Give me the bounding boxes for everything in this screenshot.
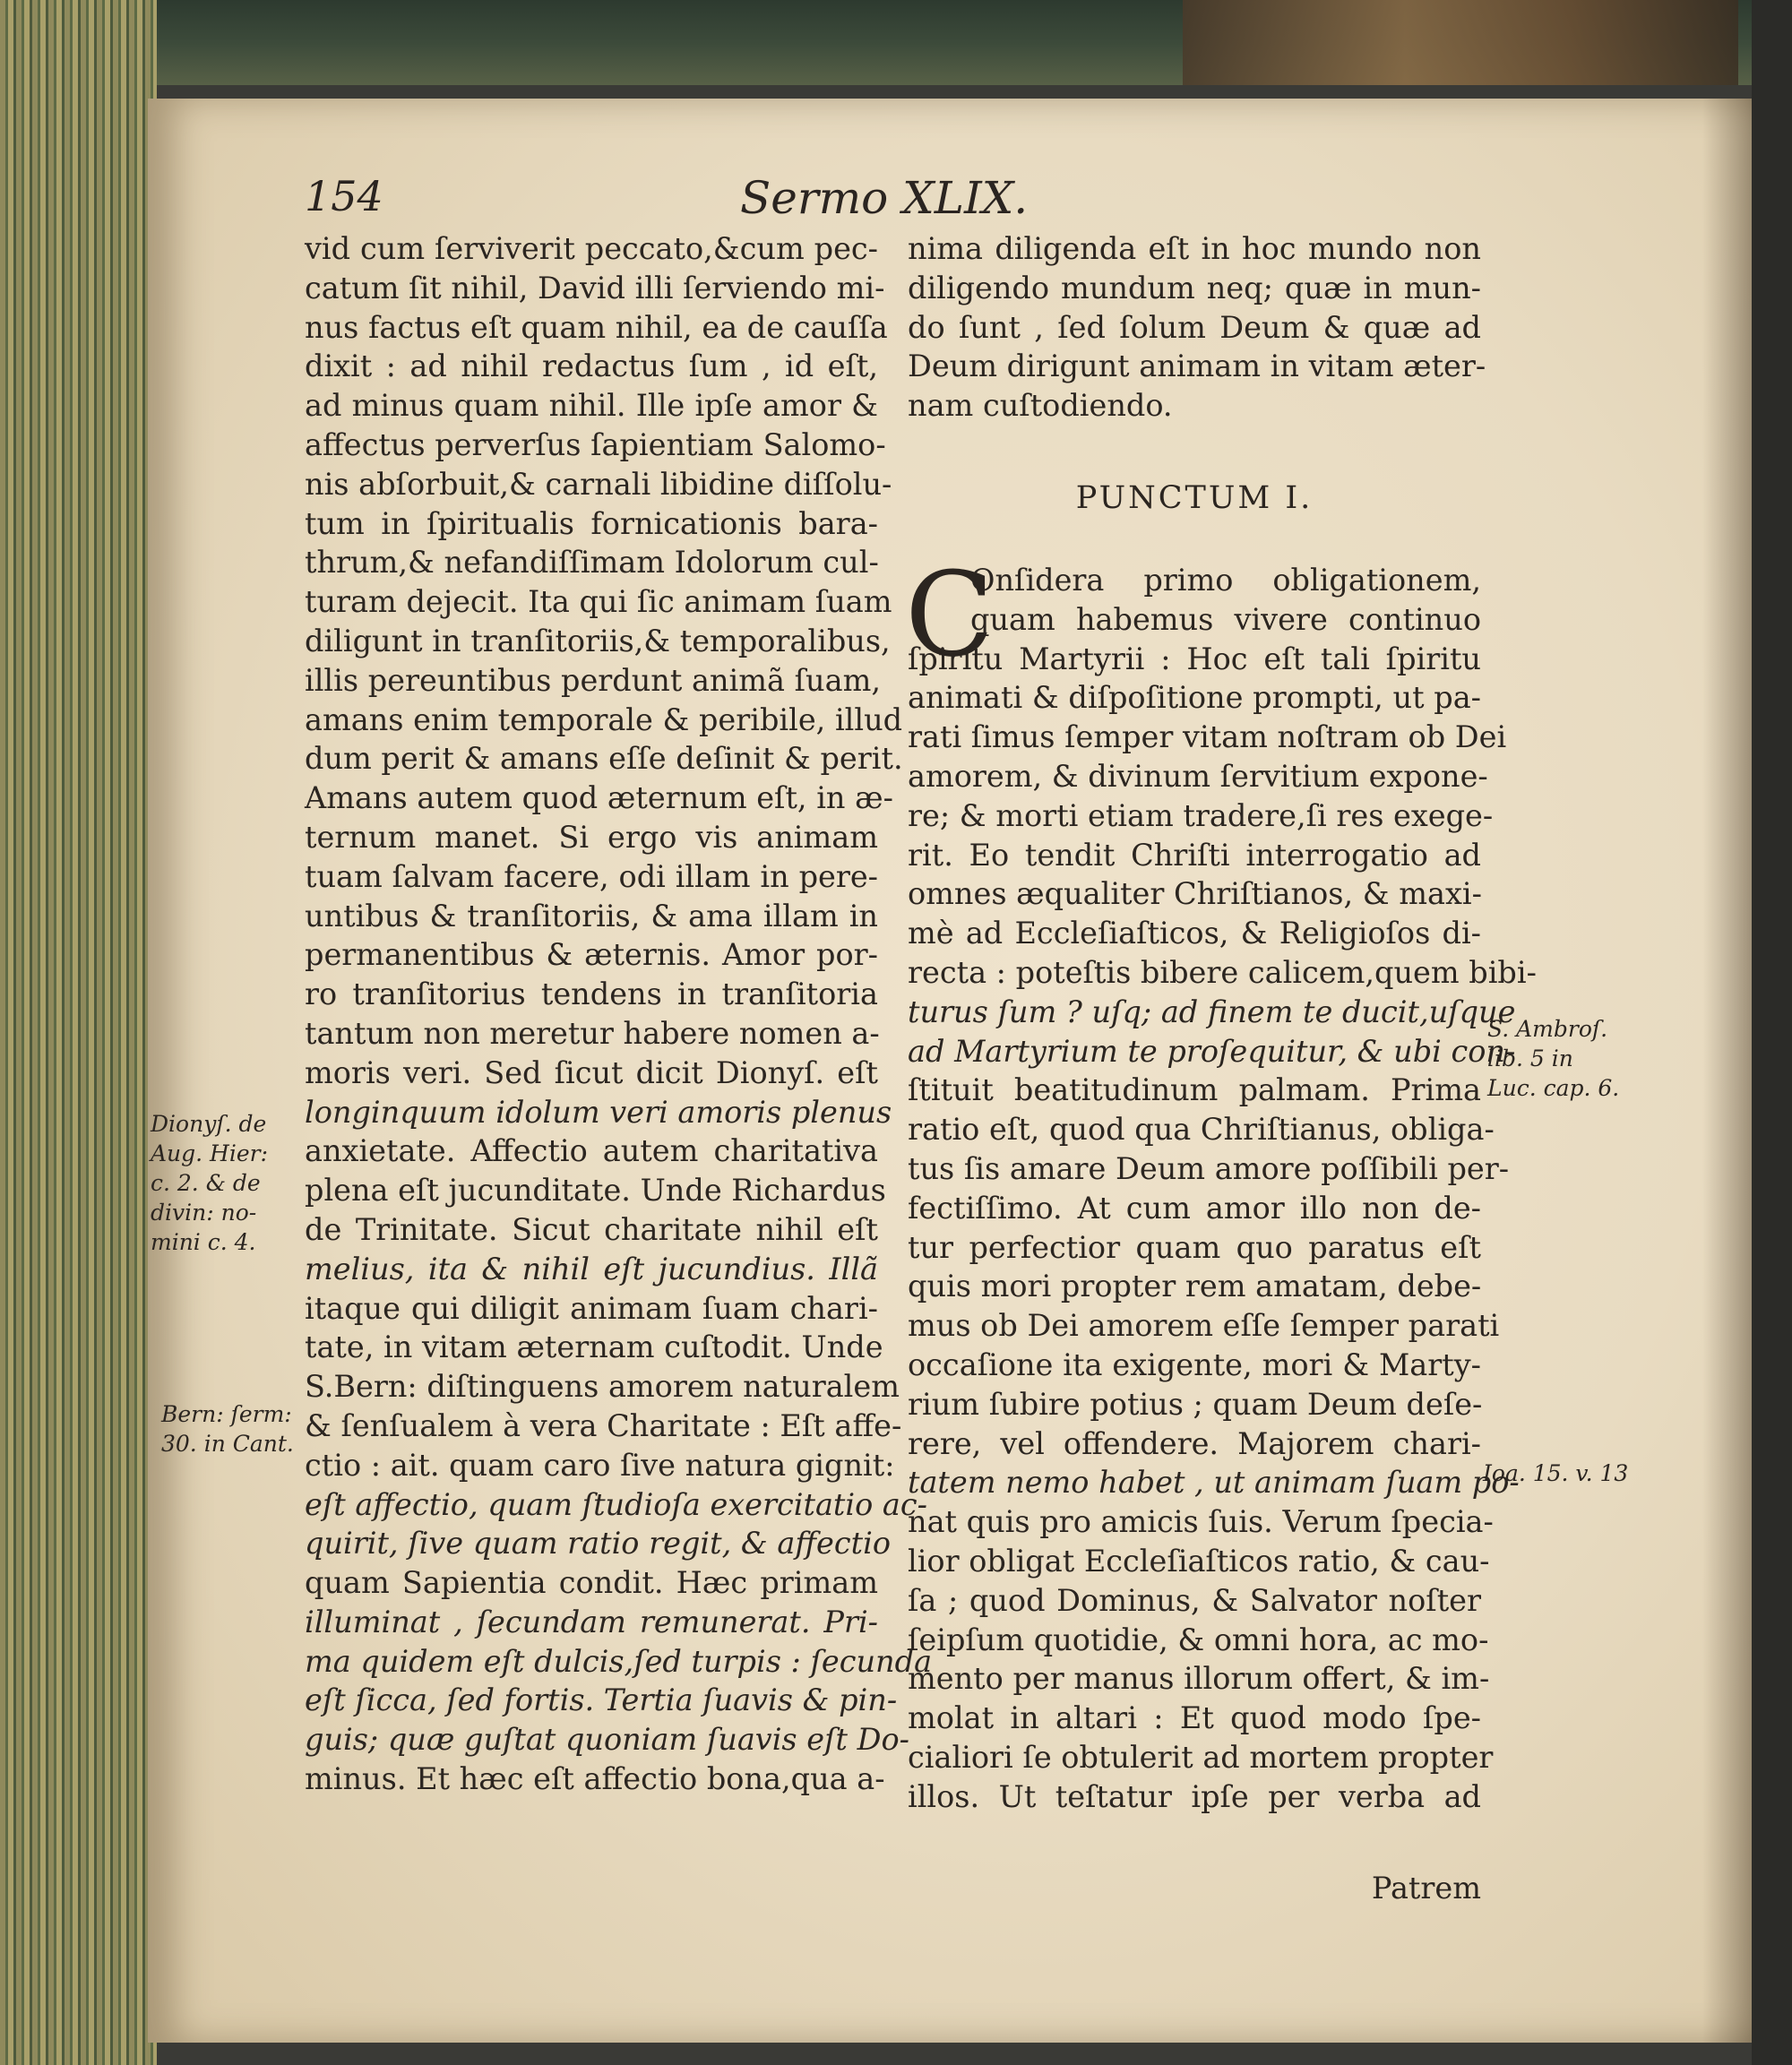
text-line: ratio eſt, quod qua Chriſtianus, obliga- — [908, 1112, 1495, 1148]
text-line: tantum non meretur habere nomen a- — [305, 1015, 880, 1051]
text-line: diligunt in tranſitoriis,& temporalibus, — [305, 623, 891, 658]
text-line: mento per manus illorum offert, & im- — [908, 1661, 1490, 1697]
text-line: anxietate. Affectio autem charitativa — [305, 1133, 878, 1169]
background-right — [1752, 0, 1792, 2065]
text-line: tus ſis amare Deum amore poſſibili per- — [908, 1150, 1510, 1186]
text-line: tum in ſpiritualis fornicationis bara- — [305, 505, 878, 541]
text-line: fectiſſimo. At cum amor illo non de- — [908, 1190, 1481, 1226]
text-line: ctio : ait. quam caro ſive natura gignit: — [305, 1447, 895, 1483]
text-line: tatem nemo habet , ut animam ſuam po- — [908, 1465, 1520, 1501]
margin-note-line: divin: no- — [151, 1200, 257, 1226]
text-line: quam habemus vivere continuo — [970, 601, 1481, 637]
text-line: nam cuſtodiendo. — [908, 388, 1173, 424]
text-line: mus ob Dei amorem eſſe ſemper parati — [908, 1308, 1500, 1344]
text-line: nat quis pro amicis ſuis. Verum ſpecia- — [908, 1504, 1494, 1540]
text-line: Onſidera primo obligationem, — [970, 563, 1481, 598]
text-line: minus. Et hæc eſt affectio bona,qua a- — [305, 1761, 885, 1797]
page-edges — [0, 0, 157, 2065]
text-line: illos. Ut teſtatur ipſe per verba ad — [908, 1778, 1481, 1814]
text-line: affectus perverſus ſapientiam Salomo- — [305, 426, 886, 462]
text-line: & ſenſualem à vera Charitate : Eſt affe- — [305, 1407, 902, 1443]
text-line: quis mori propter rem amatam, debe- — [908, 1269, 1482, 1304]
left-column-text — [305, 229, 933, 1799]
text-line: tur perfectior quam quo paratus eſt — [908, 1229, 1481, 1265]
text-line: moris veri. Sed ſicut dicit Dionyſ. eſt — [305, 1054, 878, 1090]
text-line: ſa ; quod Dominus, & Salvator noſter — [908, 1582, 1481, 1618]
text-line: rere, vel offendere. Majorem chari- — [908, 1425, 1481, 1461]
text-line: ſtituit beatitudinum palmam. Prima — [908, 1072, 1481, 1108]
text-line: rati ſimus ſemper vitam noſtram ob Dei — [908, 719, 1507, 755]
text-line: nima diligenda eſt in hoc mundo non — [908, 231, 1481, 266]
text-line: guis; quæ guſtat quoniam ſuavis eſt Do- — [305, 1722, 909, 1758]
text-line: dum perit & amans eſſe deſinit & perit. — [305, 741, 903, 777]
page-number: 154 — [305, 172, 383, 220]
text-line: eſt affectio, quam ſtudioſa exercitatio ac- — [305, 1486, 927, 1522]
text-line: do ſunt , ſed ſolum Deum & quæ ad — [908, 309, 1481, 345]
margin-note-line: Bern: ſerm: — [161, 1401, 292, 1427]
margin-note-line: Ioa. 15. v. 13 — [1483, 1460, 1629, 1486]
text-line: quam Sapientia condit. Hæc primam — [305, 1565, 878, 1601]
text-line: itaque qui diligit animam ſuam chari- — [305, 1290, 878, 1326]
text-line: untibus & tranſitoriis, & ama illam in — [305, 898, 878, 934]
text-line: quirit, ſive quam ratio regit, & affectio — [305, 1526, 891, 1562]
text-line: occaſione ita exigente, mori & Marty- — [908, 1347, 1481, 1382]
text-line: mè ad Eccleſiaſticos, & Religioſos di- — [908, 916, 1481, 951]
section-heading: PUNCTUM I. — [1075, 480, 1314, 516]
text-line: illuminat , ſecundam remunerat. Pri- — [305, 1604, 878, 1639]
text-line: thrum,& nefandiſſimam Idolorum cul- — [305, 545, 879, 581]
margin-note-dionysius — [151, 1109, 268, 1257]
text-line: turus ſum ? uſq; ad finem te ducit,uſque — [908, 994, 1516, 1029]
text-line: rit. Eo tendit Chriſti interrogatio ad — [908, 837, 1481, 873]
text-line: cialiori ſe obtulerit ad mortem propter — [908, 1739, 1494, 1775]
text-line: nis abſorbuit,& carnali libidine diſſolu- — [305, 466, 892, 502]
text-line: ſpiritu Martyrii : Hoc eſt tali ſpiritu — [908, 641, 1481, 676]
text-line: ad minus quam nihil. Ille ipſe amor & — [305, 388, 878, 424]
text-line: diligendo mundum neq; quæ in mun- — [908, 270, 1481, 305]
text-line: amans enim temporale & peribile, illud — [305, 701, 903, 737]
margin-note-line: lib. 5 in — [1487, 1045, 1573, 1071]
text-line: longinquum idolum veri amoris plenus — [305, 1094, 892, 1130]
text-line: catum ſit nihil, David illi ſerviendo mi- — [305, 270, 885, 305]
text-line: S.Bern: diſtinguens amorem naturalem — [305, 1369, 900, 1405]
margin-note-john — [1483, 1458, 1628, 1488]
text-line: amorem, & divinum ſervitium expone- — [908, 758, 1488, 794]
catchword: Patrem — [1371, 1871, 1481, 1906]
leather-binding — [1183, 0, 1738, 85]
margin-note-line: Dionyſ. de — [151, 1111, 267, 1137]
margin-note-bernard — [161, 1399, 294, 1458]
text-line: tate, in vitam æternam cuſtodit. Unde — [305, 1329, 883, 1365]
margin-note-ambrose — [1487, 1014, 1619, 1103]
margin-note-line: 30. in Cant. — [161, 1431, 294, 1457]
text-line: re; & morti etiam tradere,ſi res exege- — [908, 797, 1494, 833]
text-line: turam dejecit. Ita qui ſic animam ſuam — [305, 584, 892, 620]
text-line: ma quidem eſt dulcis,ſed turpis : ſecunda — [305, 1643, 933, 1679]
text-line: plena eſt jucunditate. Unde Richardus — [305, 1173, 886, 1209]
text-line: eſt ſicca, ſed fortis. Tertia ſuavis & pin- — [305, 1682, 898, 1718]
text-line: lior obligat Eccleſiaſticos ratio, & cau- — [908, 1543, 1490, 1579]
margin-note-line: Aug. Hier: — [151, 1140, 269, 1166]
text-line: nus factus eſt quam nihil, ea de cauſſa — [305, 309, 888, 345]
text-line: ternum manet. Si ergo vis animam — [305, 819, 878, 855]
text-line: omnes æqualiter Chriſtianos, & maxi- — [908, 876, 1482, 912]
right-column-intro — [908, 229, 1486, 426]
margin-note-line: Luc. cap. 6. — [1487, 1075, 1620, 1101]
margin-note-line: mini c. 4. — [151, 1229, 256, 1255]
text-line: illis pereuntibus perdunt animã ſuam, — [305, 662, 881, 698]
text-line: ſeipſum quotidie, & omni hora, ac mo- — [908, 1622, 1489, 1657]
text-line: de Trinitate. Sicut charitate nihil eſt — [305, 1211, 878, 1247]
margin-note-line: c. 2. & de — [151, 1170, 261, 1196]
text-line: molat in altari : Et quod modo ſpe- — [908, 1700, 1481, 1736]
text-line: animati & diſpoſitione prompti, ut pa- — [908, 680, 1481, 716]
text-line: ro tranſitorius tendens in tranſitoria — [305, 977, 878, 1012]
text-line: vid cum ſerviverit peccato,&cum pec- — [305, 231, 878, 266]
text-line: Deum dirigunt animam in vitam æter- — [908, 348, 1486, 384]
page-gutter — [1702, 99, 1756, 2043]
text-line: dixit : ad nihil redactus ſum , id eſt, — [305, 348, 878, 384]
running-title: Sermo XLIX. — [740, 172, 1029, 224]
text-line: recta : poteſtis bibere calicem,quem bibi- — [908, 954, 1537, 990]
text-line: rium ſubire potius ; quam Deum deſe- — [908, 1386, 1483, 1422]
text-line: ad Martyrium te proſequitur, & ubi con- — [908, 1033, 1516, 1069]
drop-cap-initial: C — [905, 546, 995, 683]
text-line: Amans autem quod æternum eſt, in æ- — [305, 780, 893, 816]
text-line: tuam ſalvam facere, odi illam in pere- — [305, 858, 878, 894]
margin-note-line: S. Ambroſ. — [1487, 1016, 1608, 1042]
text-line: melius, ita & nihil eſt jucundius. Illã — [305, 1251, 878, 1286]
text-line: permanentibus & æternis. Amor por- — [305, 937, 878, 973]
